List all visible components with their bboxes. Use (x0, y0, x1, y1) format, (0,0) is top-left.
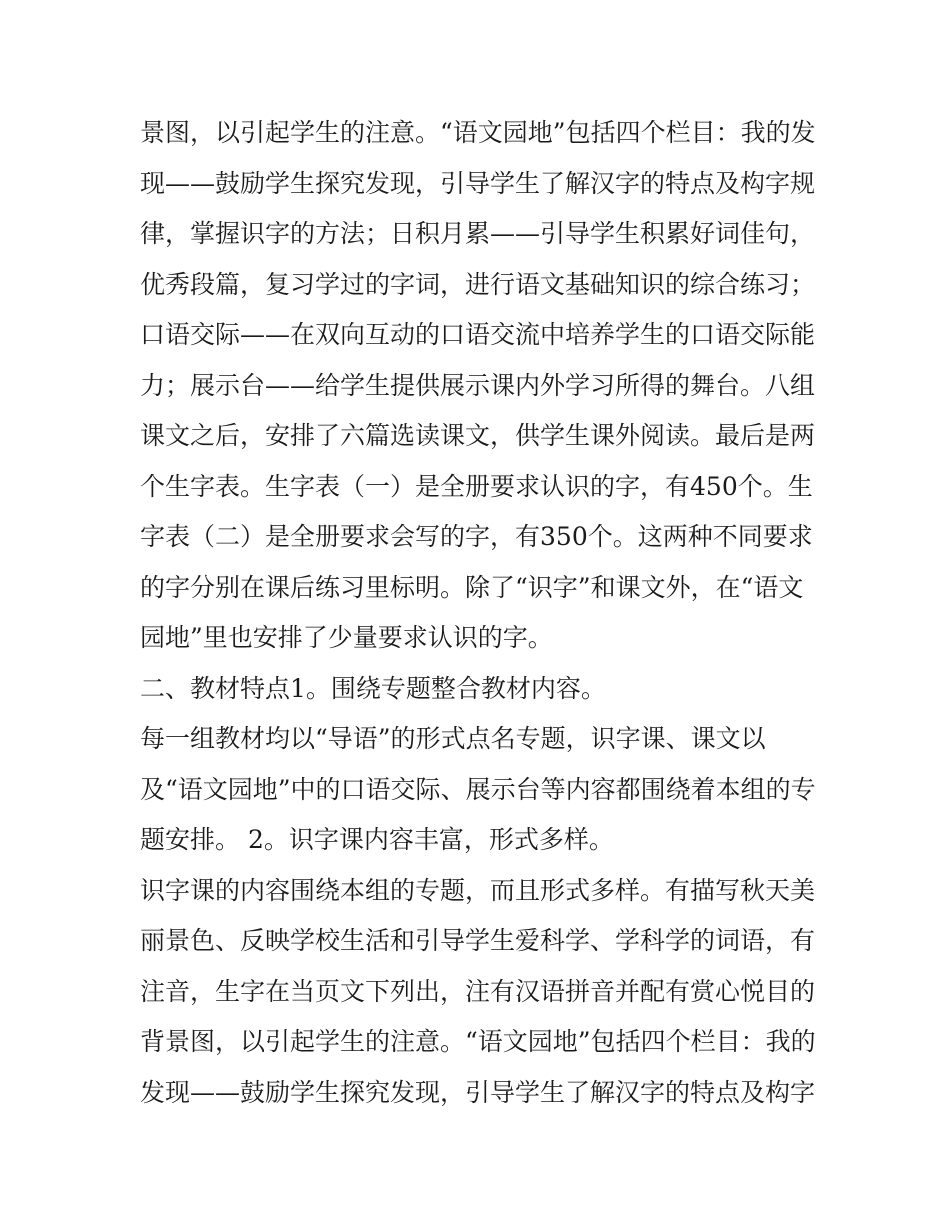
text-line-4: 优秀段篇，复习学过的字词，进行语文基础知识的综合练习； (140, 269, 816, 299)
section-heading-line: 二、教材特点1。围绕专题整合教材内容。 (140, 673, 606, 703)
text-line-3: 律，掌握识字的方法；日积月累——引导学生积累好词佳句， (140, 219, 816, 248)
text-line-11: 园地”里也安排了少量要求认识的字。 (140, 623, 553, 652)
text-line-16: 识字课的内容围绕本组的专题，而且形式多样。有描写秋天美 (140, 875, 816, 905)
text-line-6: 力；展示台——给学生提供展示课内外学习所得的舞台。八组 (140, 370, 816, 400)
text-line-17: 丽景色、反映学校生活和引导学生爱科学、学科学的词语，有 (140, 926, 816, 955)
text-line-8: 个生字表。生字表（一）是全册要求认识的字，有450个。生 (140, 471, 813, 501)
text-line-9: 字表（二）是全册要求会写的字，有350个。这两种不同要求 (140, 522, 813, 551)
text-line-10: 的字分别在课后练习里标明。除了“识字”和课文外，在“语文 (140, 572, 804, 602)
text-line-14: 及“语文园地”中的口语交际、展示台等内容都围绕着本组的专 (140, 774, 816, 804)
text-line-5: 口语交际——在双向互动的口语交流中培养学生的口语交际能 (140, 320, 816, 349)
text-line-19: 背景图，以引起学生的注意。“语文园地”包括四个栏目：我的 (140, 1027, 816, 1056)
text-line-15: 题安排。 2。识字课内容丰富，形式多样。 (140, 825, 614, 854)
text-line-2: 现——鼓励学生探究发现，引导学生了解汉字的特点及构字规 (140, 168, 816, 198)
text-line-7: 课文之后，安排了六篇选读课文，供学生课外阅读。最后是两 (140, 421, 816, 450)
body-text (140, 108, 820, 1118)
text-line-18: 注音，生字在当页文下列出，注有汉语拼音并配有赏心悦目的 (140, 976, 816, 1006)
text-line-13: 每一组教材均以“导语”的形式点名专题，识字课、课文以 (140, 724, 766, 753)
text-line-20: 发现——鼓励学生探究发现，引导学生了解汉字的特点及构字 (140, 1077, 816, 1107)
text-line-1: 景图，以引起学生的注意。“语文园地”包括四个栏目：我的发 (140, 118, 816, 147)
